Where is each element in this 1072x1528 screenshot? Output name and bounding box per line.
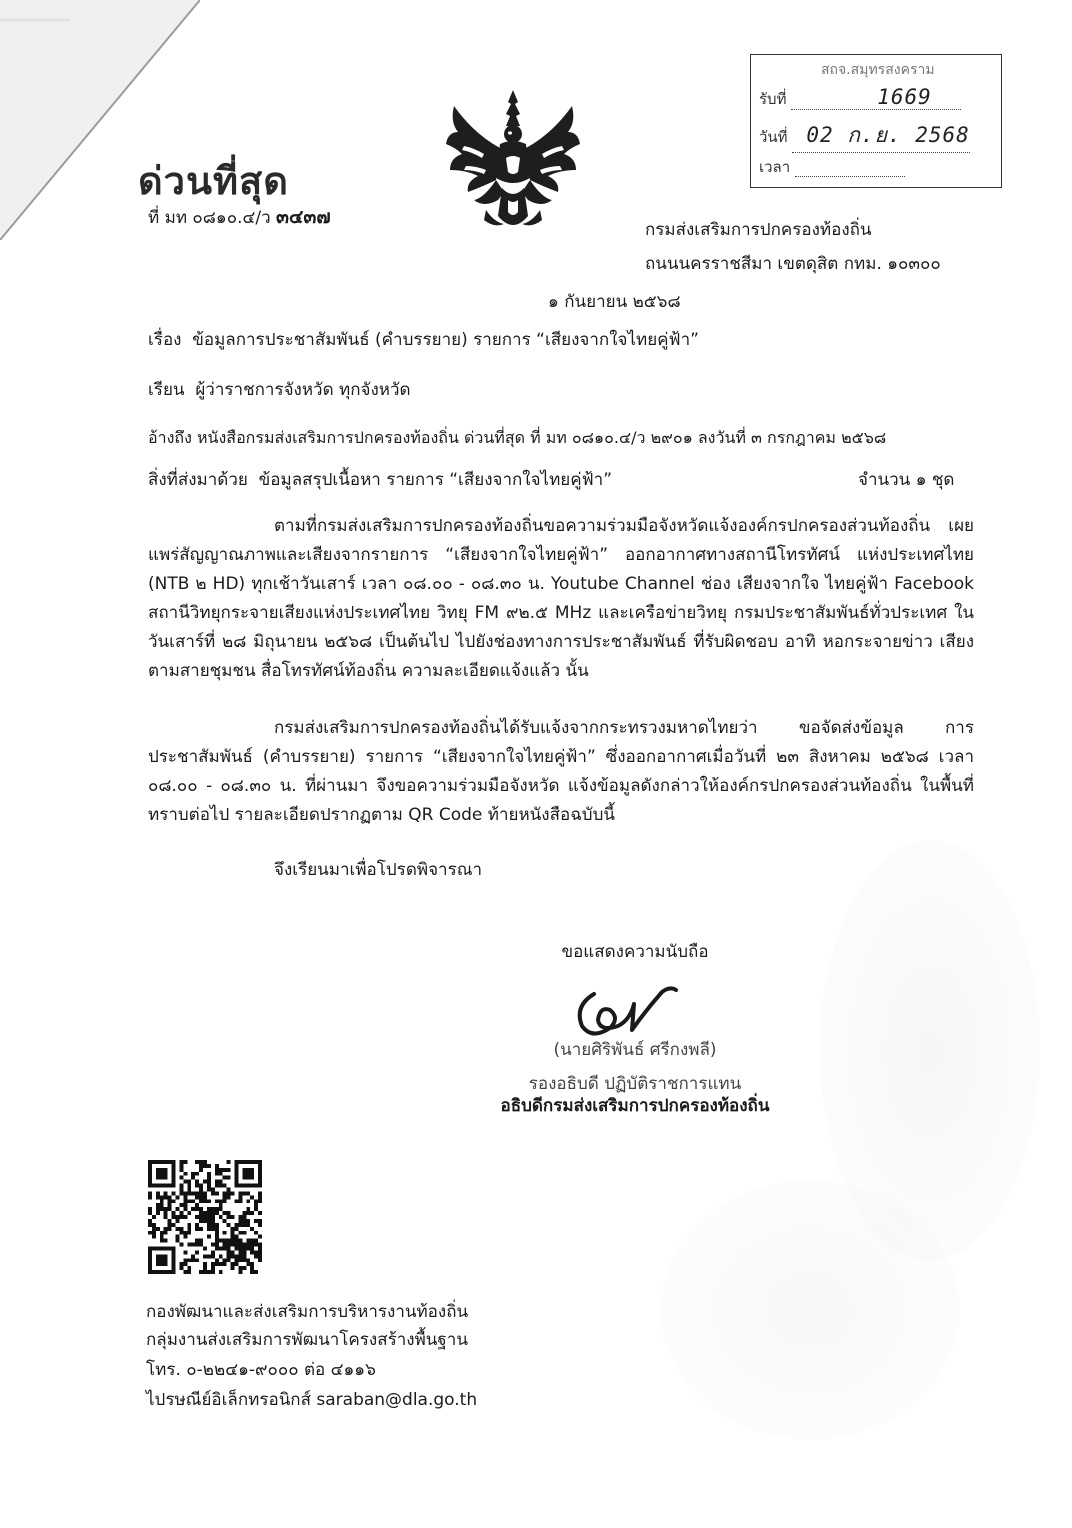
- stamp-time-row: [759, 155, 905, 179]
- stamp-date-value: 02 ก.ย. 2568: [806, 123, 970, 147]
- recipient-text: ผู้ว่าราชการจังหวัด ทุกจังหวัด: [195, 380, 411, 400]
- letter-date: ๑ กันยายน ๒๕๖๘: [548, 292, 681, 312]
- enclosure-text: ข้อมูลสรุปเนื้อหา รายการ “เสียงจากใจไทยคู่ฟ้า”: [258, 470, 613, 490]
- stamp-received-row: [759, 85, 961, 111]
- reference-label: อ้างถึง: [148, 428, 192, 447]
- subject-text: ข้อมูลการประชาสัมพันธ์ (คำบรรยาย) รายการ “เสียงจากใจไทยคู่ฟ้า”: [192, 330, 699, 350]
- qr-code-icon[interactable]: [148, 1160, 262, 1274]
- recipient-label: เรียน: [148, 380, 185, 400]
- reference-line: [148, 426, 886, 450]
- reference-text: หนังสือกรมส่งเสริมการปกครองท้องถิ่น ด่วนที่สุด ที่ มท ๐๘๑๐.๔/ว ๒๙๐๑ ลงวันที่ ๓ กรกฎาคม ๒๕๖๘: [197, 428, 887, 447]
- salutation: ขอแสดงความนับถือ: [561, 942, 709, 962]
- footer-division: กองพัฒนาและส่งเสริมการบริหารงานท้องถิ่น: [146, 1302, 469, 1322]
- urgency-label: ด่วนที่สุด: [138, 159, 289, 203]
- sender-address-line2: ถนนนครราชสีมา เขตดุสิต กทม. ๑๐๓๐๐: [645, 254, 941, 274]
- receipt-stamp: [750, 54, 1002, 188]
- body-paragraph-1: [148, 512, 974, 686]
- signer-position-1: รองอธิบดี ปฏิบัติราชการแทน: [528, 1074, 742, 1094]
- scan-smudge: [660, 1180, 960, 1440]
- footer-phone: โทร. ๐-๒๒๔๑-๙๐๐๐ ต่อ ๔๑๑๖: [146, 1360, 376, 1380]
- document-number-value: ๓๔๓๗: [276, 206, 331, 228]
- closing-line: จึงเรียนมาเพื่อโปรดพิจารณา: [274, 860, 483, 880]
- footer-group: กลุ่มงานส่งเสริมการพัฒนาโครงสร้างพื้นฐาน: [146, 1330, 468, 1350]
- body-paragraph-2-text: กรมส่งเสริมการปกครองท้องถิ่นได้รับแจ้งจากกระทรวงมหาดไทยว่า ขอจัดส่งข้อมูล การประชาสัมพันธ์ (คำบรรยาย) รายการ “เสียงจากใจไทยคู่ฟ้า” ซึ่งออกอากาศเมื่อวันที่ ๒๓ สิงหาคม ๒๕๖๘ เวลา ๐๘.๐๐ - ๐๘.๓๐ น. ที่ผ่านมา จึงขอความร่วมมือจังหวัด แจ้งข้อมูลดังกล่าวให้องค์กรปกครองส่วนท้องถิ่น ในพื้นที่ทราบต่อไป รายละเอียดปรากฏตาม QR Code ท้ายหนังสือฉบับนี้: [148, 718, 974, 825]
- document-number-prefix: ที่ มท ๐๘๑๐.๔/ว: [148, 208, 271, 228]
- recipient-line: [148, 378, 411, 402]
- stamp-received-label: รับที่: [759, 90, 787, 108]
- stamp-date-label: วันที่: [759, 128, 788, 146]
- stamp-time-label: เวลา: [759, 158, 791, 176]
- sender-address-line1: กรมส่งเสริมการปกครองท้องถิ่น: [645, 220, 872, 240]
- enclosure-line: [148, 468, 612, 492]
- subject-label: เรื่อง: [148, 330, 182, 350]
- stamp-received-number: 1669: [877, 85, 932, 109]
- document-number: [148, 202, 331, 232]
- signer-position-2: อธิบดีกรมส่งเสริมการปกครองท้องถิ่น: [500, 1096, 770, 1116]
- enclosure-label: สิ่งที่ส่งมาด้วย: [148, 470, 248, 490]
- subject-line: [148, 328, 699, 352]
- body-paragraph-1-text: ตามที่กรมส่งเสริมการปกครองท้องถิ่นขอความร่วมมือจังหวัดแจ้งองค์กรปกครองส่วนท้องถิ่น เผยแพร่สัญญาณภาพและเสียงจากรายการ “เสียงจากใจไทยคู่ฟ้า” ออกอากาศทางสถานีโทรทัศน์ แห่งประเทศไทย (NTB ๒ HD) ทุกเช้าวันเสาร์ เวลา ๐๘.๐๐ - ๐๘.๓๐ น. Youtube Channel ช่อง เสียงจากใจ ไทยคู่ฟ้า Facebook สถานีวิทยุกระจายเสียงแห่งประเทศไทย วิทยุ FM ๙๒.๕ MHz และเครือข่ายวิทยุ กรมประชาสัมพันธ์ทั่วประเทศ ในวันเสาร์ที่ ๒๘ มิถุนายน ๒๕๖๘ เป็นต้นไป ไปยังช่องทางการประชาสัมพันธ์ ที่รับผิดชอบ อาทิ หอกระจายข่าว เสียงตามสายชุมชน สื่อโทรทัศน์ท้องถิ่น ความละเอียดแจ้งแล้ว นั้น: [148, 516, 974, 681]
- stamp-org: สถจ.สมุทรสงคราม: [821, 62, 935, 78]
- signer-name: (นายศิริพันธ์ ศรีกงพลี): [553, 1040, 717, 1060]
- enclosure-quantity: จำนวน ๑ ชุด: [858, 470, 955, 490]
- body-paragraph-2: [148, 714, 974, 830]
- garuda-emblem-icon: [444, 88, 582, 236]
- footer-email[interactable]: ไปรษณีย์อิเล็กทรอนิกส์ saraban@dla.go.th: [146, 1390, 478, 1410]
- stamp-date-row: [759, 119, 970, 153]
